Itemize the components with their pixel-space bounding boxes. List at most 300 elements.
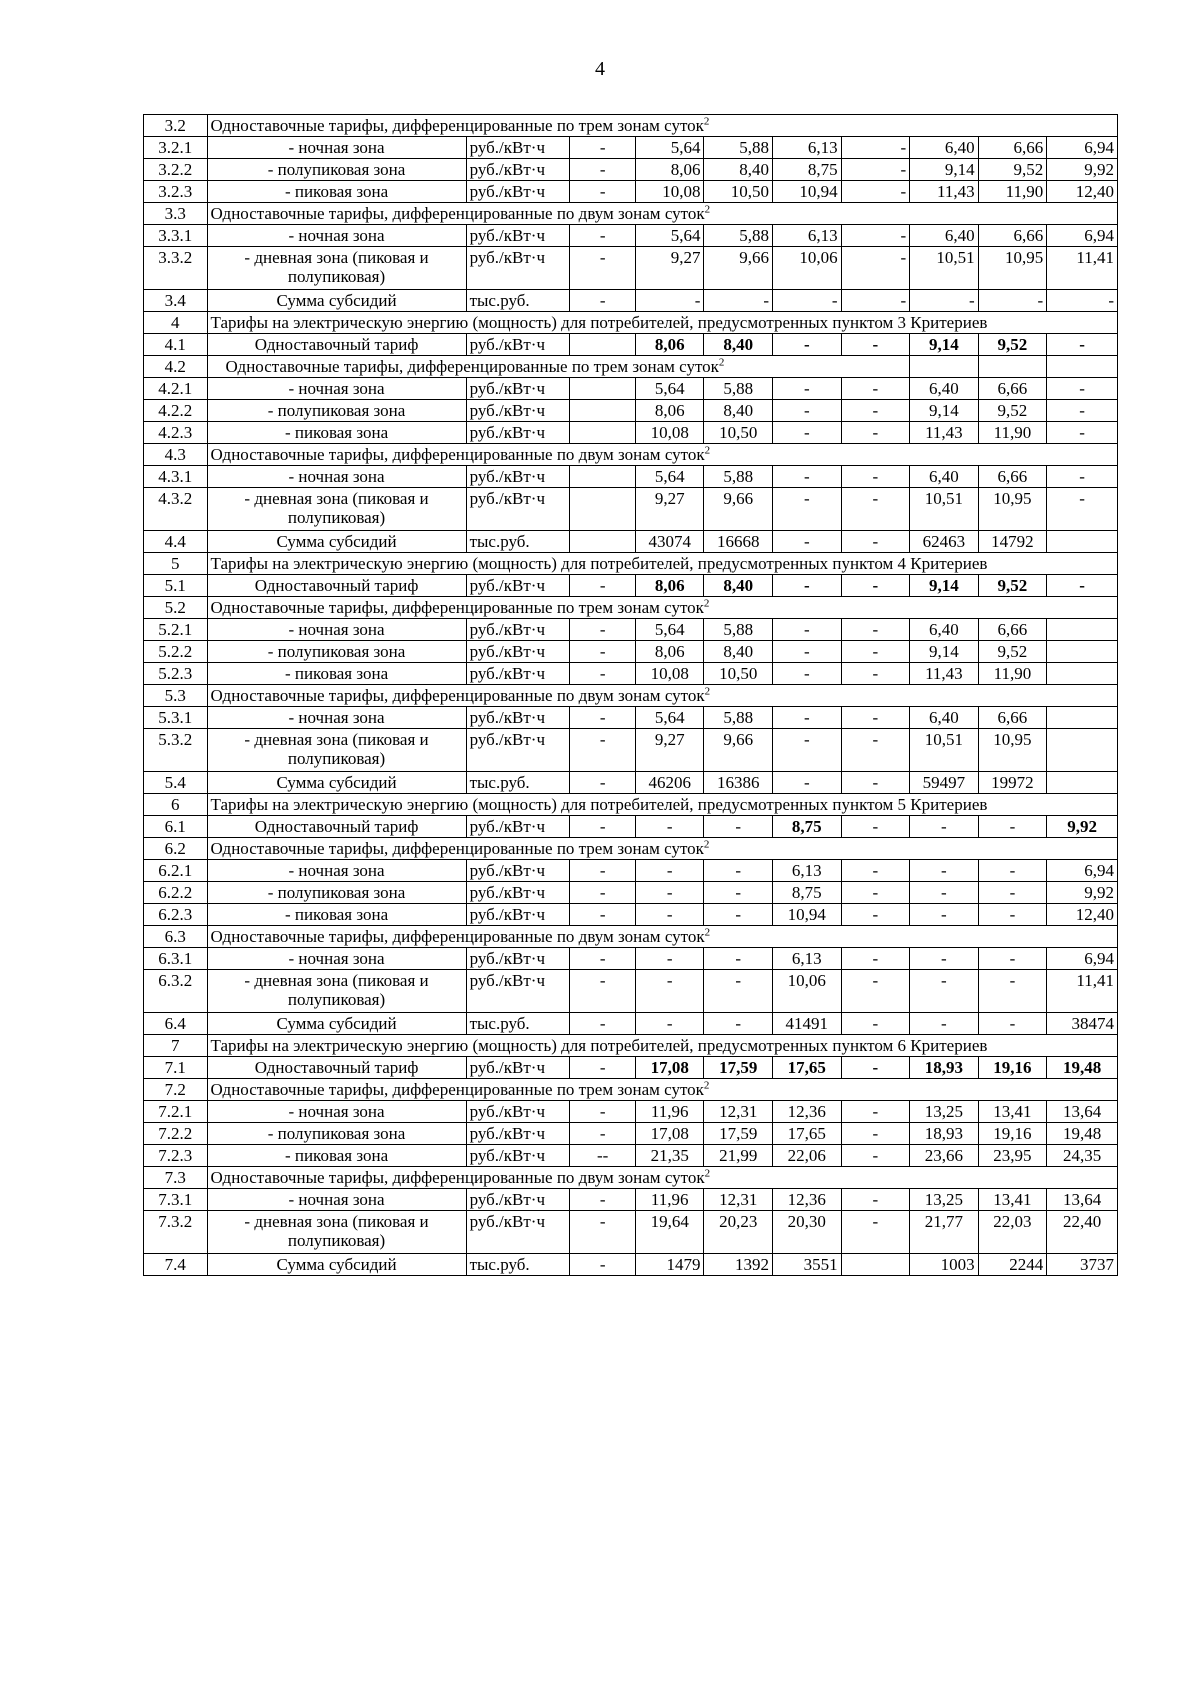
value-cell: 11,41 <box>1047 970 1118 1013</box>
value-cell: - <box>570 882 636 904</box>
value-cell: - <box>910 1013 979 1035</box>
row-number: 5.3.2 <box>144 729 208 772</box>
row-label: - ночная зона <box>207 1189 466 1211</box>
row-number: 7.2 <box>144 1079 208 1101</box>
empty-cell <box>1047 356 1118 378</box>
row-number: 3.2.3 <box>144 181 208 203</box>
table-row <box>144 290 1118 312</box>
value-cell: 21,99 <box>704 1145 773 1167</box>
value-cell: - <box>570 707 636 729</box>
value-cell: - <box>773 663 842 685</box>
value-cell: - <box>910 904 979 926</box>
value-cell: - <box>978 860 1047 882</box>
value-cell: - <box>773 400 842 422</box>
row-label: Одноставочный тариф <box>207 575 466 597</box>
value-cell: 9,14 <box>910 641 979 663</box>
value-cell: - <box>841 707 910 729</box>
table-row <box>144 1211 1118 1254</box>
footnote-mark: 2 <box>703 838 710 851</box>
value-cell: 9,14 <box>910 159 979 181</box>
row-number: 5.2 <box>144 597 208 619</box>
row-label: - дневная зона (пиковая и полупиковая) <box>207 970 466 1013</box>
value-cell: 17,08 <box>635 1057 704 1079</box>
value-cell: 19,48 <box>1047 1057 1118 1079</box>
row-number: 6.1 <box>144 816 208 838</box>
table-row <box>144 312 1118 334</box>
value-cell: 8,06 <box>635 575 704 597</box>
value-cell: 6,66 <box>978 378 1047 400</box>
row-label: Одноставочный тариф <box>207 334 466 356</box>
table-row <box>144 225 1118 247</box>
value-cell: - <box>841 137 910 159</box>
value-cell <box>1047 619 1118 641</box>
value-cell: - <box>570 772 636 794</box>
page-number: 4 <box>595 58 605 80</box>
row-label: - полупиковая зона <box>207 159 466 181</box>
section-title <box>207 794 1118 816</box>
subsection-title <box>207 115 1118 137</box>
row-label: - дневная зона (пиковая и полупиковая) <box>207 729 466 772</box>
value-cell: - <box>704 904 773 926</box>
row-label: Сумма субсидий <box>207 290 466 312</box>
subsection-title <box>207 356 910 378</box>
unit-cell: руб./кВт·ч <box>466 400 570 422</box>
value-cell: 13,64 <box>1047 1101 1118 1123</box>
value-cell: - <box>841 422 910 444</box>
unit-cell: руб./кВт·ч <box>466 334 570 356</box>
value-cell: 3737 <box>1047 1254 1118 1276</box>
value-cell: - <box>841 882 910 904</box>
value-cell: 10,06 <box>773 970 842 1013</box>
table-row <box>144 1035 1118 1057</box>
row-label: Одноставочный тариф <box>207 816 466 838</box>
value-cell: 9,14 <box>910 334 979 356</box>
value-cell: 8,40 <box>704 400 773 422</box>
value-cell: - <box>841 181 910 203</box>
value-cell: - <box>773 531 842 553</box>
value-cell <box>1047 641 1118 663</box>
value-cell: - <box>635 290 704 312</box>
row-label: Сумма субсидий <box>207 1254 466 1276</box>
value-cell: - <box>570 948 636 970</box>
value-cell: 6,66 <box>978 137 1047 159</box>
unit-cell: руб./кВт·ч <box>466 663 570 685</box>
value-cell: - <box>841 378 910 400</box>
value-cell: 5,64 <box>635 707 704 729</box>
value-cell: 9,66 <box>704 729 773 772</box>
value-cell: 41491 <box>773 1013 842 1035</box>
value-cell: 9,27 <box>635 247 704 290</box>
value-cell: 9,92 <box>1047 882 1118 904</box>
row-number: 3.2.1 <box>144 137 208 159</box>
row-number: 5.1 <box>144 575 208 597</box>
row-number: 7.1 <box>144 1057 208 1079</box>
subsection-title <box>207 1167 1118 1189</box>
value-cell: 19,48 <box>1047 1123 1118 1145</box>
value-cell: - <box>773 378 842 400</box>
row-number: 6.2.1 <box>144 860 208 882</box>
value-cell: - <box>1047 466 1118 488</box>
value-cell: - <box>570 137 636 159</box>
value-cell: - <box>570 1254 636 1276</box>
value-cell: - <box>773 290 842 312</box>
value-cell: 6,66 <box>978 619 1047 641</box>
value-cell: - <box>841 159 910 181</box>
tariff-table-body <box>144 115 1118 1276</box>
unit-cell: руб./кВт·ч <box>466 422 570 444</box>
value-cell: - <box>841 247 910 290</box>
row-number: 6.3.1 <box>144 948 208 970</box>
row-label: - ночная зона <box>207 466 466 488</box>
table-row <box>144 444 1118 466</box>
value-cell: 9,27 <box>635 729 704 772</box>
table-row <box>144 641 1118 663</box>
value-cell: 6,94 <box>1047 860 1118 882</box>
value-cell: 10,08 <box>635 181 704 203</box>
value-cell <box>570 488 636 531</box>
table-row <box>144 422 1118 444</box>
table-row <box>144 597 1118 619</box>
table-row <box>144 816 1118 838</box>
table-row <box>144 663 1118 685</box>
value-cell: 10,51 <box>910 729 979 772</box>
value-cell: - <box>1047 378 1118 400</box>
value-cell: - <box>570 860 636 882</box>
row-number: 5.2.2 <box>144 641 208 663</box>
table-row <box>144 488 1118 531</box>
row-label: - полупиковая зона <box>207 400 466 422</box>
value-cell: - <box>570 159 636 181</box>
value-cell: 46206 <box>635 772 704 794</box>
table-row <box>144 926 1118 948</box>
value-cell: 9,27 <box>635 488 704 531</box>
value-cell: 8,40 <box>704 334 773 356</box>
value-cell: - <box>841 488 910 531</box>
footnote-mark: 2 <box>703 1079 710 1092</box>
unit-cell: тыс.руб. <box>466 772 570 794</box>
value-cell: 20,23 <box>704 1211 773 1254</box>
value-cell: 10,95 <box>978 729 1047 772</box>
value-cell: 6,40 <box>910 466 979 488</box>
value-cell: - <box>570 1123 636 1145</box>
row-number: 4.1 <box>144 334 208 356</box>
table-row <box>144 1101 1118 1123</box>
value-cell: 6,40 <box>910 378 979 400</box>
value-cell: 17,65 <box>773 1123 842 1145</box>
unit-cell: руб./кВт·ч <box>466 816 570 838</box>
table-row <box>144 1057 1118 1079</box>
unit-cell: руб./кВт·ч <box>466 247 570 290</box>
value-cell: 8,06 <box>635 400 704 422</box>
row-number: 3.4 <box>144 290 208 312</box>
value-cell: 9,66 <box>704 247 773 290</box>
row-label: - полупиковая зона <box>207 882 466 904</box>
value-cell: 12,36 <box>773 1101 842 1123</box>
row-number: 3.3.2 <box>144 247 208 290</box>
value-cell: - <box>841 1189 910 1211</box>
row-number: 3.2.2 <box>144 159 208 181</box>
row-number: 4.2.3 <box>144 422 208 444</box>
value-cell: - <box>841 729 910 772</box>
value-cell: 12,40 <box>1047 904 1118 926</box>
value-cell: 11,43 <box>910 422 979 444</box>
value-cell: 6,40 <box>910 707 979 729</box>
value-cell: - <box>841 531 910 553</box>
footnote-mark: 2 <box>704 1167 711 1180</box>
subsection-text: Одноставочные тарифы, дифференцированные по трем зонам суток <box>225 357 719 376</box>
value-cell: - <box>841 816 910 838</box>
value-cell: 8,40 <box>704 159 773 181</box>
value-cell: 11,43 <box>910 663 979 685</box>
value-cell: 22,40 <box>1047 1211 1118 1254</box>
value-cell <box>570 531 636 553</box>
subsection-text: Одноставочные тарифы, дифференцированные по трем зонам суток <box>210 839 704 858</box>
footnote-mark: 2 <box>704 444 711 457</box>
value-cell: 5,88 <box>704 619 773 641</box>
row-number: 3.3 <box>144 203 208 225</box>
row-number: 5.3 <box>144 685 208 707</box>
table-row <box>144 531 1118 553</box>
unit-cell: тыс.руб. <box>466 531 570 553</box>
value-cell: - <box>570 225 636 247</box>
value-cell: - <box>841 290 910 312</box>
row-number: 4.3 <box>144 444 208 466</box>
value-cell: - <box>570 663 636 685</box>
subsection-text: Одноставочные тарифы, дифференцированные по двум зонам суток <box>210 927 705 946</box>
subsection-title <box>207 444 1118 466</box>
table-row <box>144 707 1118 729</box>
value-cell: 10,06 <box>773 247 842 290</box>
value-cell: - <box>841 466 910 488</box>
value-cell: 38474 <box>1047 1013 1118 1035</box>
row-number: 4.4 <box>144 531 208 553</box>
row-number: 6.3 <box>144 926 208 948</box>
row-number: 5 <box>144 553 208 575</box>
value-cell: 10,50 <box>704 422 773 444</box>
subsection-text: Одноставочные тарифы, дифференцированные по двум зонам суток <box>210 686 705 705</box>
table-row <box>144 619 1118 641</box>
value-cell: 6,66 <box>978 225 1047 247</box>
value-cell: - <box>841 1101 910 1123</box>
row-number: 4.2.2 <box>144 400 208 422</box>
unit-cell: тыс.руб. <box>466 1254 570 1276</box>
value-cell: - <box>773 466 842 488</box>
value-cell: - <box>841 772 910 794</box>
row-label: - ночная зона <box>207 707 466 729</box>
value-cell: - <box>910 948 979 970</box>
value-cell: -- <box>570 1145 636 1167</box>
value-cell: 16386 <box>704 772 773 794</box>
footnote-mark: 2 <box>704 685 711 698</box>
value-cell: 11,90 <box>978 181 1047 203</box>
row-number: 7.2.3 <box>144 1145 208 1167</box>
subsection-text: Одноставочные тарифы, дифференцированные по двум зонам суток <box>210 445 705 464</box>
value-cell: - <box>704 816 773 838</box>
value-cell: - <box>570 575 636 597</box>
table-row <box>144 575 1118 597</box>
unit-cell: руб./кВт·ч <box>466 378 570 400</box>
unit-cell: руб./кВт·ч <box>466 488 570 531</box>
value-cell: 3551 <box>773 1254 842 1276</box>
value-cell: 6,13 <box>773 860 842 882</box>
value-cell: 10,50 <box>704 181 773 203</box>
table-row <box>144 1189 1118 1211</box>
empty-cell <box>978 356 1047 378</box>
value-cell: 11,90 <box>978 422 1047 444</box>
unit-cell: руб./кВт·ч <box>466 1145 570 1167</box>
row-label: - полупиковая зона <box>207 641 466 663</box>
value-cell: 17,59 <box>704 1057 773 1079</box>
row-number: 5.4 <box>144 772 208 794</box>
value-cell: 9,52 <box>978 400 1047 422</box>
row-number: 4.2 <box>144 356 208 378</box>
subsection-text: Одноставочные тарифы, дифференцированные по двум зонам суток <box>210 204 705 223</box>
value-cell: 8,75 <box>773 882 842 904</box>
row-number: 5.3.1 <box>144 707 208 729</box>
value-cell: - <box>570 816 636 838</box>
value-cell: 5,64 <box>635 225 704 247</box>
row-number: 6.2.3 <box>144 904 208 926</box>
value-cell: - <box>773 575 842 597</box>
value-cell <box>1047 772 1118 794</box>
value-cell: - <box>773 707 842 729</box>
row-number: 6.2 <box>144 838 208 860</box>
value-cell: - <box>910 882 979 904</box>
value-cell: 17,65 <box>773 1057 842 1079</box>
value-cell: 10,08 <box>635 663 704 685</box>
value-cell: 8,40 <box>704 641 773 663</box>
value-cell: 5,88 <box>704 378 773 400</box>
table-row <box>144 882 1118 904</box>
value-cell: - <box>841 1013 910 1035</box>
row-label: Сумма субсидий <box>207 531 466 553</box>
value-cell: 5,88 <box>704 137 773 159</box>
row-number: 4.3.1 <box>144 466 208 488</box>
value-cell: - <box>570 1057 636 1079</box>
table-row <box>144 1254 1118 1276</box>
value-cell: - <box>1047 488 1118 531</box>
footnote-mark: 2 <box>704 926 711 939</box>
row-label: - ночная зона <box>207 948 466 970</box>
section-title <box>207 1035 1118 1057</box>
subsection-title <box>207 597 1118 619</box>
unit-cell: тыс.руб. <box>466 290 570 312</box>
table-row <box>144 181 1118 203</box>
value-cell: 10,95 <box>978 247 1047 290</box>
value-cell: 9,92 <box>1047 159 1118 181</box>
table-row <box>144 904 1118 926</box>
unit-cell: руб./кВт·ч <box>466 904 570 926</box>
value-cell: - <box>978 290 1047 312</box>
value-cell: - <box>704 860 773 882</box>
subsection-title <box>207 685 1118 707</box>
table-row <box>144 137 1118 159</box>
row-label: - ночная зона <box>207 860 466 882</box>
value-cell: - <box>570 1211 636 1254</box>
value-cell: 5,88 <box>704 707 773 729</box>
value-cell: - <box>841 904 910 926</box>
row-number: 3.2 <box>144 115 208 137</box>
value-cell <box>570 400 636 422</box>
value-cell: 14792 <box>978 531 1047 553</box>
value-cell <box>570 422 636 444</box>
value-cell: 8,06 <box>635 159 704 181</box>
value-cell: 59497 <box>910 772 979 794</box>
value-cell: - <box>773 334 842 356</box>
value-cell: 5,64 <box>635 619 704 641</box>
value-cell: - <box>1047 400 1118 422</box>
unit-cell: руб./кВт·ч <box>466 619 570 641</box>
value-cell <box>570 334 636 356</box>
table-row <box>144 400 1118 422</box>
value-cell: - <box>978 882 1047 904</box>
table-row <box>144 378 1118 400</box>
subsection-text: Тарифы на электрическую энергию (мощность) для потребителей, предусмотренных пунктом 6 Критериев <box>210 1036 988 1055</box>
value-cell: 18,93 <box>910 1057 979 1079</box>
value-cell: 10,08 <box>635 422 704 444</box>
row-label: - пиковая зона <box>207 904 466 926</box>
value-cell: 8,06 <box>635 334 704 356</box>
tariff-table <box>143 114 1118 1276</box>
value-cell <box>1047 531 1118 553</box>
value-cell: - <box>704 970 773 1013</box>
value-cell: 8,75 <box>773 159 842 181</box>
row-number: 4.3.2 <box>144 488 208 531</box>
value-cell: - <box>910 290 979 312</box>
value-cell: 8,75 <box>773 816 842 838</box>
value-cell: 10,50 <box>704 663 773 685</box>
value-cell: - <box>841 860 910 882</box>
value-cell: 6,13 <box>773 948 842 970</box>
value-cell: - <box>841 1057 910 1079</box>
value-cell: 11,41 <box>1047 247 1118 290</box>
value-cell: - <box>570 1013 636 1035</box>
value-cell: 9,92 <box>1047 816 1118 838</box>
value-cell: - <box>773 422 842 444</box>
value-cell: 62463 <box>910 531 979 553</box>
value-cell: 5,64 <box>635 378 704 400</box>
section-title <box>207 553 1118 575</box>
value-cell: 23,95 <box>978 1145 1047 1167</box>
footnote-mark: 2 <box>718 356 725 369</box>
footnote-mark: 2 <box>704 203 711 216</box>
table-row <box>144 1079 1118 1101</box>
table-row <box>144 729 1118 772</box>
row-number: 7.3 <box>144 1167 208 1189</box>
value-cell: 10,51 <box>910 488 979 531</box>
value-cell: - <box>570 247 636 290</box>
row-number: 6.2.2 <box>144 882 208 904</box>
row-label: - пиковая зона <box>207 422 466 444</box>
unit-cell: руб./кВт·ч <box>466 641 570 663</box>
value-cell: 9,52 <box>978 334 1047 356</box>
table-row <box>144 860 1118 882</box>
value-cell: - <box>704 290 773 312</box>
value-cell: - <box>841 575 910 597</box>
row-label: - ночная зона <box>207 619 466 641</box>
value-cell: - <box>978 816 1047 838</box>
value-cell: - <box>635 948 704 970</box>
value-cell: - <box>570 641 636 663</box>
value-cell: 5,64 <box>635 137 704 159</box>
subsection-text: Тарифы на электрическую энергию (мощность) для потребителей, предусмотренных пунктом 4 Критериев <box>210 554 988 573</box>
value-cell: 13,25 <box>910 1101 979 1123</box>
row-label: - дневная зона (пиковая и полупиковая) <box>207 488 466 531</box>
row-number: 5.2.1 <box>144 619 208 641</box>
table-row <box>144 203 1118 225</box>
value-cell <box>570 466 636 488</box>
value-cell: - <box>841 641 910 663</box>
